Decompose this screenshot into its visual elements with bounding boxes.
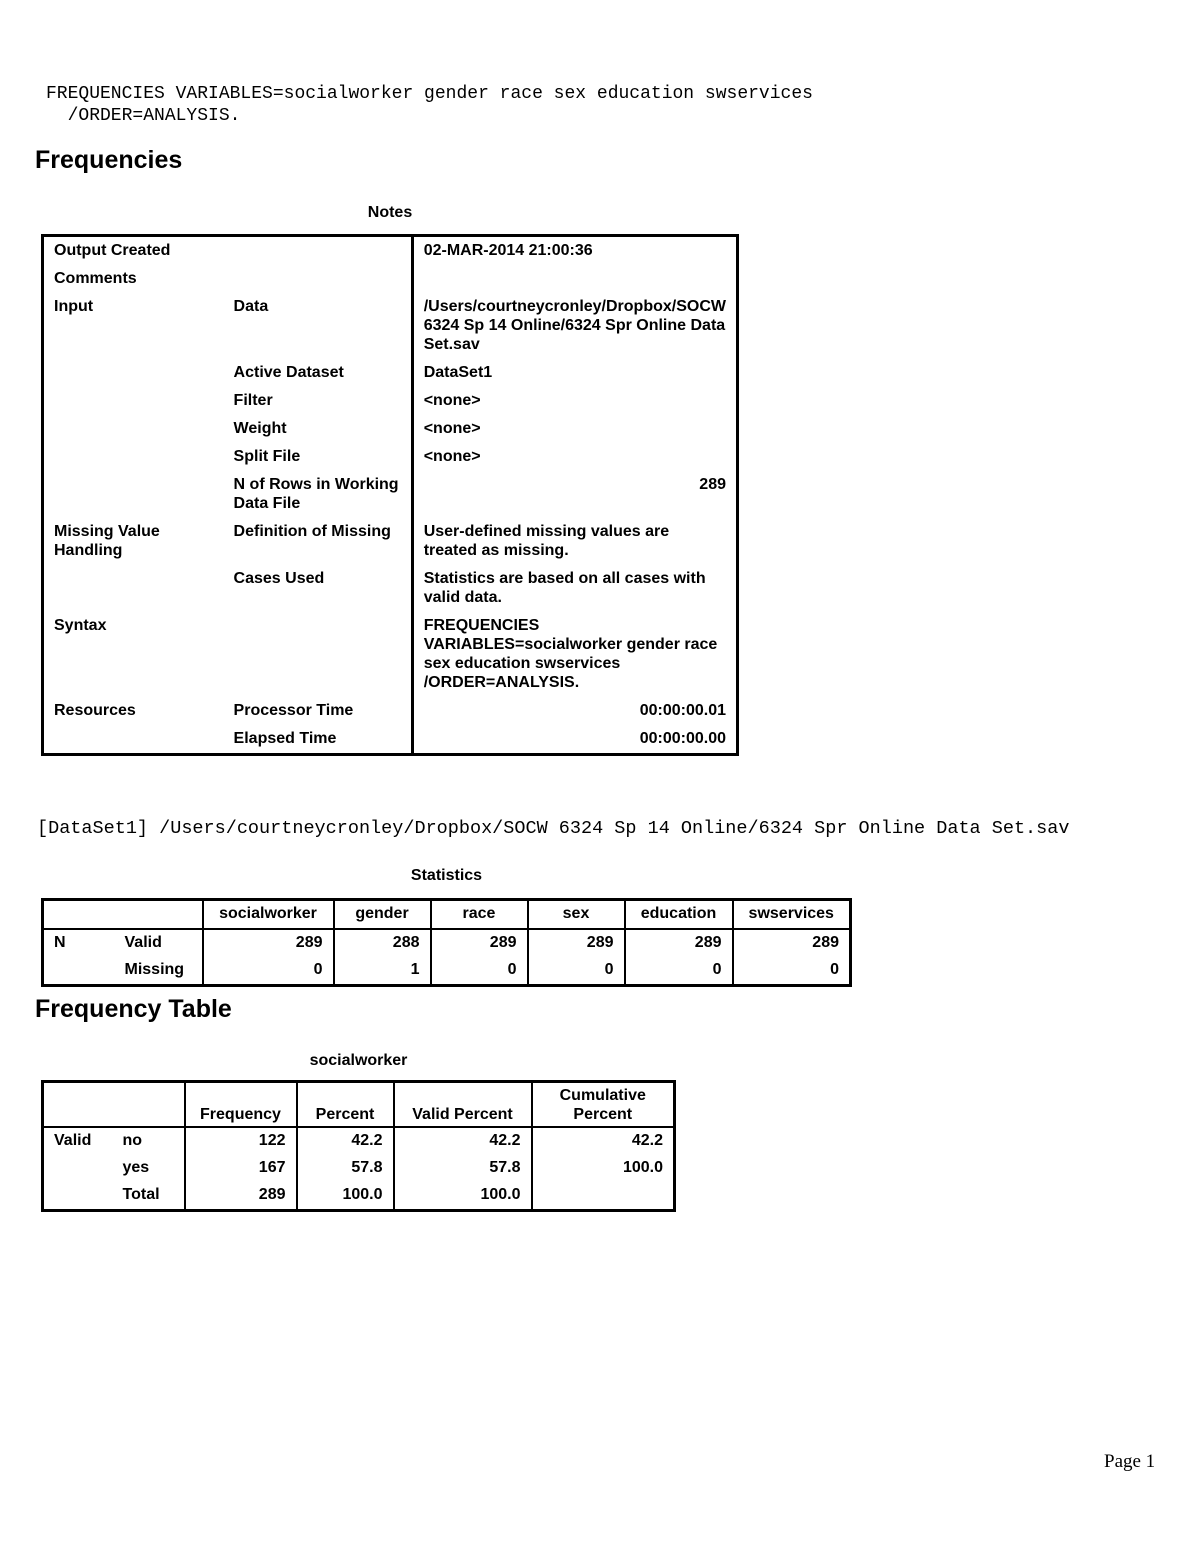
frequency-header-row (43, 1082, 675, 1128)
frequency-cell-pct: 42.2 (297, 1127, 394, 1155)
syntax-line-2: /ORDER=ANALYSIS. (46, 106, 241, 126)
notes-category: Syntax (54, 617, 107, 634)
statistics-column-header: race (431, 900, 528, 930)
statistics-column-header: sex (528, 900, 625, 930)
notes-value: <none> (412, 387, 737, 415)
frequency-cell-vpct: 57.8 (394, 1155, 532, 1182)
notes-category (43, 565, 224, 612)
notes-item: Processor Time (233, 702, 354, 719)
statistics-column-header: socialworker (203, 900, 334, 930)
notes-value: Statistics are based on all cases with valid data. (412, 565, 737, 612)
frequency-row-label: no (122, 1132, 143, 1149)
frequency-empty-cell (43, 1155, 113, 1182)
notes-category: Resources (54, 702, 136, 719)
statistics-title: Statistics (410, 867, 483, 884)
notes-table (41, 234, 739, 756)
notes-value: DataSet1 (412, 359, 737, 387)
statistics-valid-cell: 289 (625, 929, 733, 957)
notes-item (224, 612, 413, 697)
notes-category: Output Created (54, 242, 171, 259)
notes-title: Notes (367, 204, 413, 221)
notes-item: Filter (233, 392, 273, 409)
frequency-column-header: Valid Percent (394, 1082, 532, 1128)
frequency-table-title: Frequency Table (35, 995, 232, 1023)
frequency-cell-cpct (532, 1182, 675, 1211)
frequency-column-header: Frequency (185, 1082, 297, 1128)
notes-item: Data (233, 298, 269, 315)
statistics-n-label: N (54, 934, 66, 951)
statistics-missing-cell: 0 (625, 957, 733, 986)
frequency-row (43, 1182, 675, 1211)
notes-item: Cases Used (233, 570, 325, 587)
statistics-missing-cell: 1 (334, 957, 431, 986)
frequency-corner (43, 1082, 185, 1128)
notes-row (43, 612, 738, 697)
notes-row (43, 443, 738, 471)
statistics-missing-cell: 0 (203, 957, 334, 986)
statistics-column-header: gender (334, 900, 431, 930)
frequency-group-label: Valid (54, 1132, 92, 1149)
notes-category (43, 415, 224, 443)
frequency-cell-freq: 167 (185, 1155, 297, 1182)
socialworker-frequency-table (41, 1080, 676, 1212)
notes-category (43, 443, 224, 471)
frequency-cell-freq: 122 (185, 1127, 297, 1155)
frequency-column-header: Cumulative Percent (532, 1082, 675, 1128)
statistics-valid-row (43, 929, 851, 957)
statistics-valid-cell: 289 (733, 929, 851, 957)
notes-item (224, 236, 413, 266)
statistics-missing-cell: 0 (528, 957, 625, 986)
notes-item: N of Rows in Working Data File (233, 476, 399, 512)
notes-value: 02-MAR-2014 21:00:36 (412, 236, 737, 266)
notes-category (43, 725, 224, 755)
notes-value (412, 265, 737, 293)
notes-row (43, 725, 738, 755)
frequency-row (43, 1127, 675, 1155)
notes-category: Comments (54, 270, 137, 287)
frequency-cell-vpct: 42.2 (394, 1127, 532, 1155)
statistics-valid-cell: 289 (528, 929, 625, 957)
statistics-empty-cell (43, 957, 115, 986)
frequency-cell-pct: 100.0 (297, 1182, 394, 1211)
notes-item: Split File (233, 448, 301, 465)
notes-category (43, 471, 224, 518)
syntax-line-1: FREQUENCIES VARIABLES=socialworker gender race sex education swservices (46, 84, 813, 104)
notes-value: <none> (412, 415, 737, 443)
notes-value: <none> (412, 443, 737, 471)
page-number: Page 1 (1104, 1451, 1156, 1472)
statistics-corner (43, 900, 203, 930)
notes-row (43, 697, 738, 725)
statistics-missing-row (43, 957, 851, 986)
statistics-column-header: swservices (733, 900, 851, 930)
notes-value: 00:00:00.01 (412, 697, 737, 725)
statistics-missing-cell: 0 (733, 957, 851, 986)
statistics-missing-cell: 0 (431, 957, 528, 986)
frequency-cell-vpct: 100.0 (394, 1182, 532, 1211)
notes-value: User-defined missing values are treated as missing. (412, 518, 737, 565)
frequency-cell-cpct: 42.2 (532, 1127, 675, 1155)
notes-row (43, 471, 738, 518)
statistics-missing-label: Missing (124, 961, 185, 978)
socialworker-table-title: socialworker (309, 1052, 408, 1069)
notes-category (43, 359, 224, 387)
frequency-row-label: yes (122, 1159, 150, 1176)
notes-row (43, 415, 738, 443)
frequency-column-header: Percent (297, 1082, 394, 1128)
notes-value: FREQUENCIES VARIABLES=socialworker gender race sex education swservices /ORDER=ANALYSIS. (412, 612, 737, 697)
statistics-valid-cell: 289 (431, 929, 528, 957)
frequency-cell-pct: 57.8 (297, 1155, 394, 1182)
notes-row (43, 387, 738, 415)
notes-value: /Users/courtneycronley/Dropbox/SOCW 6324 Sp 14 Online/6324 Spr Online Data Set.sav (412, 293, 737, 359)
frequency-row (43, 1155, 675, 1182)
notes-row (43, 359, 738, 387)
notes-item (224, 265, 413, 293)
notes-row (43, 265, 738, 293)
notes-row (43, 518, 738, 565)
statistics-valid-label: Valid (124, 934, 162, 951)
notes-item: Active Dataset (233, 364, 344, 381)
notes-row (43, 565, 738, 612)
notes-value: 00:00:00.00 (412, 725, 737, 755)
statistics-valid-cell: 289 (203, 929, 334, 957)
notes-category: Input (54, 298, 94, 315)
frequencies-title: Frequencies (35, 146, 183, 174)
notes-row (43, 293, 738, 359)
statistics-column-header: education (625, 900, 733, 930)
notes-category: Missing Value Handling (54, 523, 160, 559)
frequency-empty-cell (43, 1182, 113, 1211)
statistics-valid-cell: 288 (334, 929, 431, 957)
notes-item: Weight (233, 420, 287, 437)
statistics-table (41, 898, 852, 987)
notes-item: Elapsed Time (233, 730, 337, 747)
dataset-line: [DataSet1] /Users/courtneycronley/Dropbox/SOCW 6324 Sp 14 Online/6324 Spr Online Data Set.sav (37, 818, 1070, 839)
notes-category (43, 387, 224, 415)
frequency-cell-freq: 289 (185, 1182, 297, 1211)
frequency-cell-cpct: 100.0 (532, 1155, 675, 1182)
statistics-header-row (43, 900, 851, 930)
notes-item: Definition of Missing (233, 523, 391, 540)
notes-row (43, 236, 738, 266)
frequency-row-label: Total (122, 1186, 160, 1203)
notes-value: 289 (412, 471, 737, 518)
